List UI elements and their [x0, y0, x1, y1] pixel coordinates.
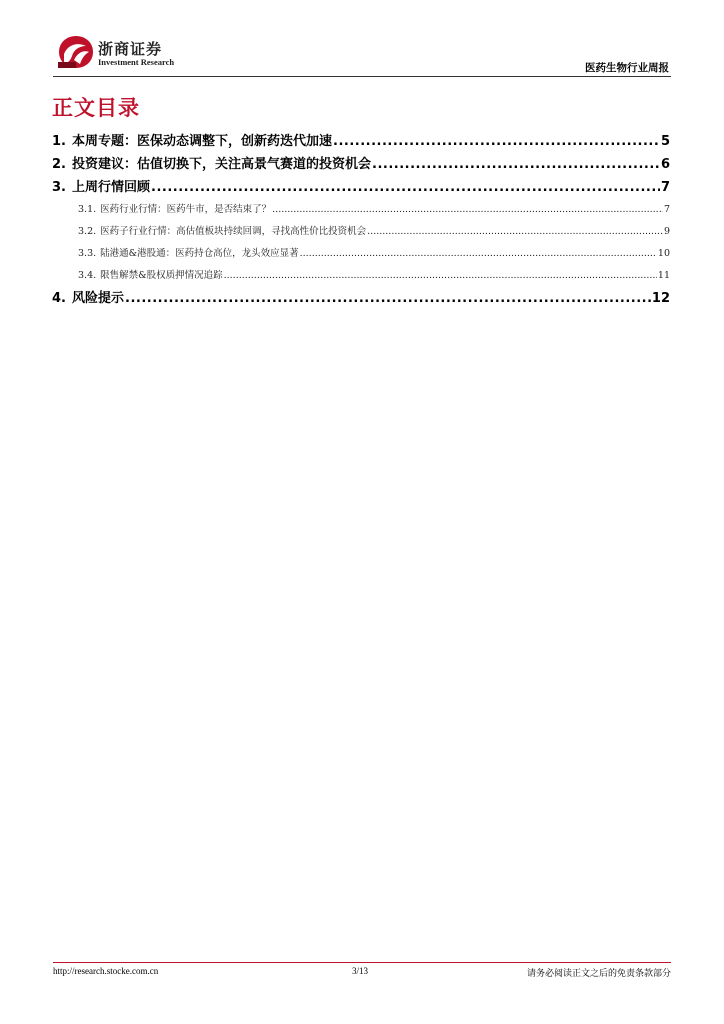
brand-name-en: Investment Research — [98, 57, 175, 67]
toc-entry-3-4[interactable] — [52, 265, 670, 287]
toc-entry-1[interactable] — [52, 130, 670, 153]
toc-entry-number: 4. — [52, 291, 66, 306]
toc-leader-dots — [372, 153, 660, 176]
footer-disclaimer-note: 请务必阅读正文之后的免责条款部分 — [526, 969, 671, 979]
table-of-contents — [52, 130, 670, 310]
toc-entry-text: 上周行情回顾 — [71, 180, 150, 195]
toc-entry-text: 投资建议：估值切换下，关注高景气赛道的投资机会 — [71, 157, 371, 172]
toc-entry-text: 医药行业行情：医药牛市，是否结束了？ — [100, 204, 272, 215]
toc-leader-dots — [224, 265, 657, 287]
brand-logo-icon — [56, 34, 96, 70]
toc-entry-page: 5 — [660, 134, 670, 149]
toc-entry-text: 限售解禁&股权质押情况追踪 — [100, 270, 223, 281]
toc-entry-page: 11 — [657, 270, 670, 281]
toc-entry-page: 12 — [651, 291, 670, 306]
toc-leader-dots — [367, 221, 663, 243]
toc-entry-number: 3.2. — [78, 226, 97, 237]
toc-entry-page: 7 — [663, 204, 670, 215]
toc-entry-text: 本周专题：医保动态调整下，创新药迭代加速 — [71, 134, 332, 149]
toc-entry-3-1[interactable] — [52, 199, 670, 221]
brand-name-cn: 浙商证券 — [98, 40, 163, 58]
toc-entry-text: 医药子行业行情：高估值板块持续回调，寻找高性价比投资机会 — [100, 226, 367, 237]
toc-entry-page: 10 — [657, 248, 670, 259]
footer-url[interactable]: http://research.stocke.com.cn — [53, 966, 159, 976]
report-type: 医药生物行业周报 — [585, 62, 669, 74]
toc-entry-number: 3.1. — [78, 204, 97, 215]
toc-entry-3-3[interactable] — [52, 243, 670, 265]
toc-title: 正文目录 — [52, 96, 140, 120]
toc-entry-3[interactable] — [52, 176, 670, 199]
toc-entry-number: 3.4. — [78, 270, 97, 281]
toc-entry-3-2[interactable] — [52, 221, 670, 243]
toc-entry-number: 3.3. — [78, 248, 97, 259]
toc-leader-dots — [300, 243, 657, 265]
toc-entry-number: 3. — [52, 180, 66, 195]
toc-entry-number: 1. — [52, 134, 66, 149]
toc-leader-dots — [333, 130, 660, 153]
toc-entry-4[interactable] — [52, 287, 670, 310]
toc-entry-2[interactable] — [52, 153, 670, 176]
toc-leader-dots — [151, 176, 660, 199]
toc-entry-text: 风险提示 — [71, 291, 124, 306]
toc-entry-page: 6 — [660, 157, 670, 172]
toc-leader-dots — [272, 199, 663, 221]
footer-divider — [53, 962, 671, 963]
toc-entry-page: 9 — [663, 226, 670, 237]
footer-page-number: 3/13 — [352, 966, 369, 976]
toc-entry-page: 7 — [660, 180, 670, 195]
toc-entry-number: 2. — [52, 157, 66, 172]
toc-leader-dots — [125, 287, 651, 310]
header-divider — [53, 76, 671, 77]
toc-entry-text: 陆港通&港股通：医药持仓高位，龙头效应显著 — [100, 248, 299, 259]
